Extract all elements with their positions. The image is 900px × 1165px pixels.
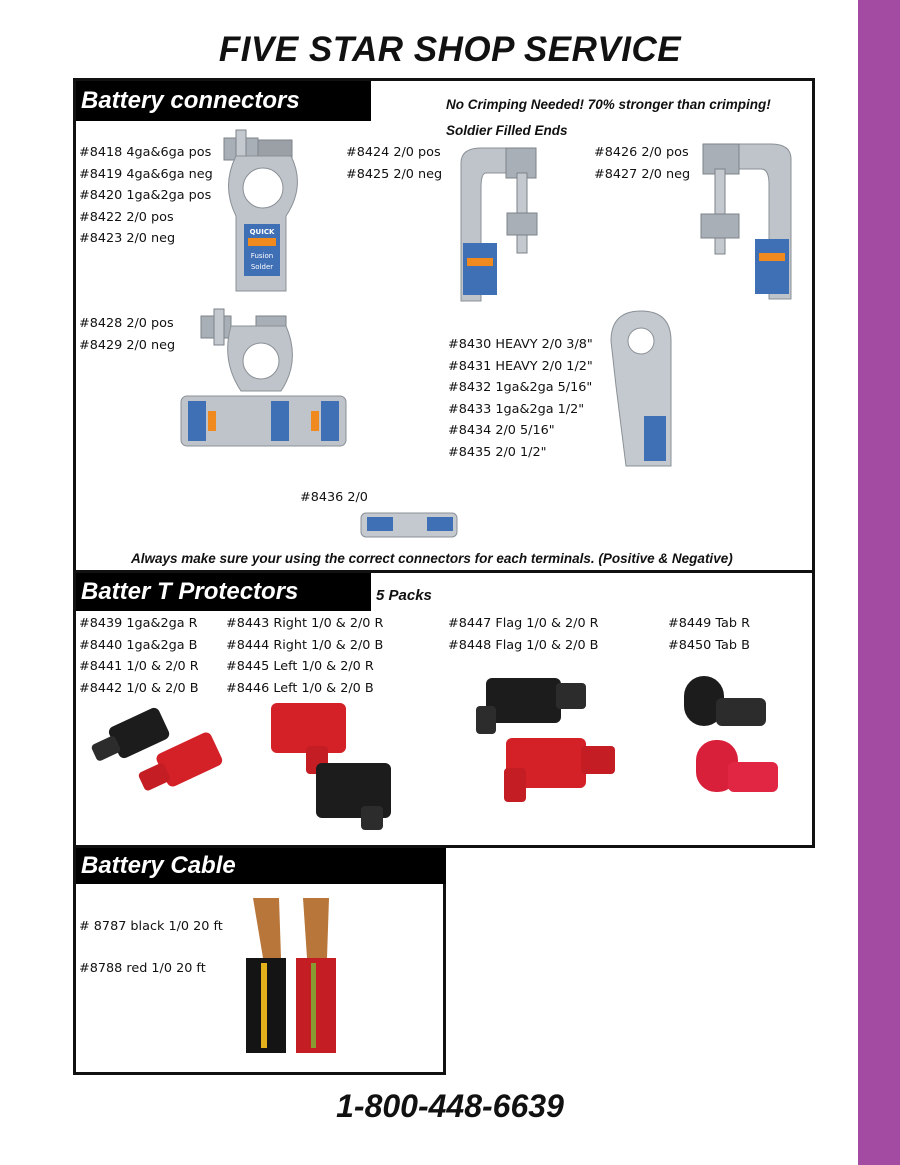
part-number: #8429 2/0 neg bbox=[79, 337, 176, 353]
protector-list-group-2 bbox=[226, 613, 383, 699]
connectors-header: Battery connectors bbox=[76, 81, 371, 121]
part-list-group-4 bbox=[79, 313, 175, 356]
part-list-group-5 bbox=[448, 334, 593, 463]
flag-boot-image bbox=[476, 668, 626, 818]
offset-clamp-image bbox=[691, 139, 801, 304]
part-number: #8440 1ga&2ga B bbox=[79, 637, 198, 653]
part-number: #8425 2/0 neg bbox=[346, 166, 443, 182]
cable-list bbox=[79, 906, 223, 990]
part-number: #8444 Right 1/0 & 2/0 B bbox=[226, 637, 384, 653]
part-list-group-2 bbox=[346, 142, 442, 185]
part-number: #8430 HEAVY 2/0 3/8" bbox=[448, 337, 593, 352]
t-clamp-image bbox=[176, 301, 351, 461]
angled-boot-image bbox=[266, 698, 396, 838]
part-number: #8427 2/0 neg bbox=[594, 166, 691, 182]
protectors-packs-note: 5 Packs bbox=[376, 587, 432, 604]
protector-list-group-1 bbox=[79, 613, 199, 699]
part-list-group-1 bbox=[79, 142, 213, 250]
part-number: # 8787 black 1/0 20 ft bbox=[79, 919, 223, 934]
part-number: #8422 2/0 pos bbox=[79, 209, 174, 225]
part-number: #8420 1ga&2ga pos bbox=[79, 188, 212, 203]
ring-lug-image bbox=[606, 306, 676, 471]
protector-list-group-4 bbox=[668, 613, 750, 656]
connectors-tagline: No Crimping Needed! 70% stronger than crimping! bbox=[446, 97, 771, 112]
part-number: #8424 2/0 pos bbox=[346, 145, 441, 160]
part-number: #8431 HEAVY 2/0 1/2" bbox=[448, 358, 593, 374]
part-number: #8423 2/0 neg bbox=[79, 231, 176, 246]
part-list-group-6 bbox=[300, 487, 368, 509]
part-number: #8436 2/0 bbox=[300, 490, 368, 505]
brand-fusion-text: Fusion bbox=[250, 252, 274, 260]
part-number: #8788 red 1/0 20 ft bbox=[79, 961, 206, 976]
part-number: #8449 Tab R bbox=[668, 616, 750, 631]
part-number: #8419 4ga&6ga neg bbox=[79, 166, 213, 182]
part-number: #8428 2/0 pos bbox=[79, 316, 174, 331]
offset-clamp-image bbox=[451, 143, 561, 303]
part-number: #8433 1ga&2ga 1/2" bbox=[448, 401, 585, 417]
protectors-header: Batter T Protectors bbox=[76, 573, 371, 611]
part-number: #8434 2/0 5/16" bbox=[448, 423, 555, 438]
cable-section bbox=[73, 845, 446, 1075]
protector-list-group-3 bbox=[448, 613, 599, 656]
connectors-footer-note: Always make sure your using the correct connectors for each terminals. (Positive & Negative) bbox=[131, 551, 733, 566]
part-list-group-3 bbox=[594, 142, 690, 185]
tab-boot-image bbox=[676, 668, 786, 813]
accent-sidebar-bar bbox=[858, 0, 900, 1165]
connectors-tagline-solder: Soldier Filled Ends bbox=[446, 123, 568, 138]
brand-quick-text: QUICK bbox=[249, 228, 275, 236]
part-number: #8448 Flag 1/0 & 2/0 B bbox=[448, 637, 599, 653]
part-number: #8442 1/0 & 2/0 B bbox=[79, 680, 199, 696]
part-number: #8447 Flag 1/0 & 2/0 R bbox=[448, 616, 599, 631]
part-number: #8426 2/0 pos bbox=[594, 145, 689, 160]
part-number: #8435 2/0 1/2" bbox=[448, 444, 547, 460]
butt-splice-image bbox=[359, 509, 459, 541]
terminal-clamp-image bbox=[216, 126, 316, 296]
connectors-section bbox=[73, 78, 815, 573]
part-number: #8418 4ga&6ga pos bbox=[79, 145, 212, 160]
part-number: #8450 Tab B bbox=[668, 637, 750, 653]
phone-number: 1-800-448-6639 bbox=[336, 1088, 564, 1124]
protectors-section bbox=[73, 570, 815, 848]
part-number: #8439 1ga&2ga R bbox=[79, 616, 198, 631]
part-number: #8446 Left 1/0 & 2/0 B bbox=[226, 680, 374, 696]
part-number: #8432 1ga&2ga 5/16" bbox=[448, 380, 593, 395]
cable-header: Battery Cable bbox=[76, 848, 446, 884]
brand-solder-text: Solder bbox=[250, 263, 274, 271]
page-title: FIVE STAR SHOP SERVICE bbox=[218, 30, 682, 69]
battery-cable-image bbox=[241, 898, 351, 1058]
straight-boot-image bbox=[84, 701, 224, 801]
part-number: #8445 Left 1/0 & 2/0 R bbox=[226, 659, 374, 674]
part-number: #8441 1/0 & 2/0 R bbox=[79, 659, 199, 674]
part-number: #8443 Right 1/0 & 2/0 R bbox=[226, 616, 384, 631]
